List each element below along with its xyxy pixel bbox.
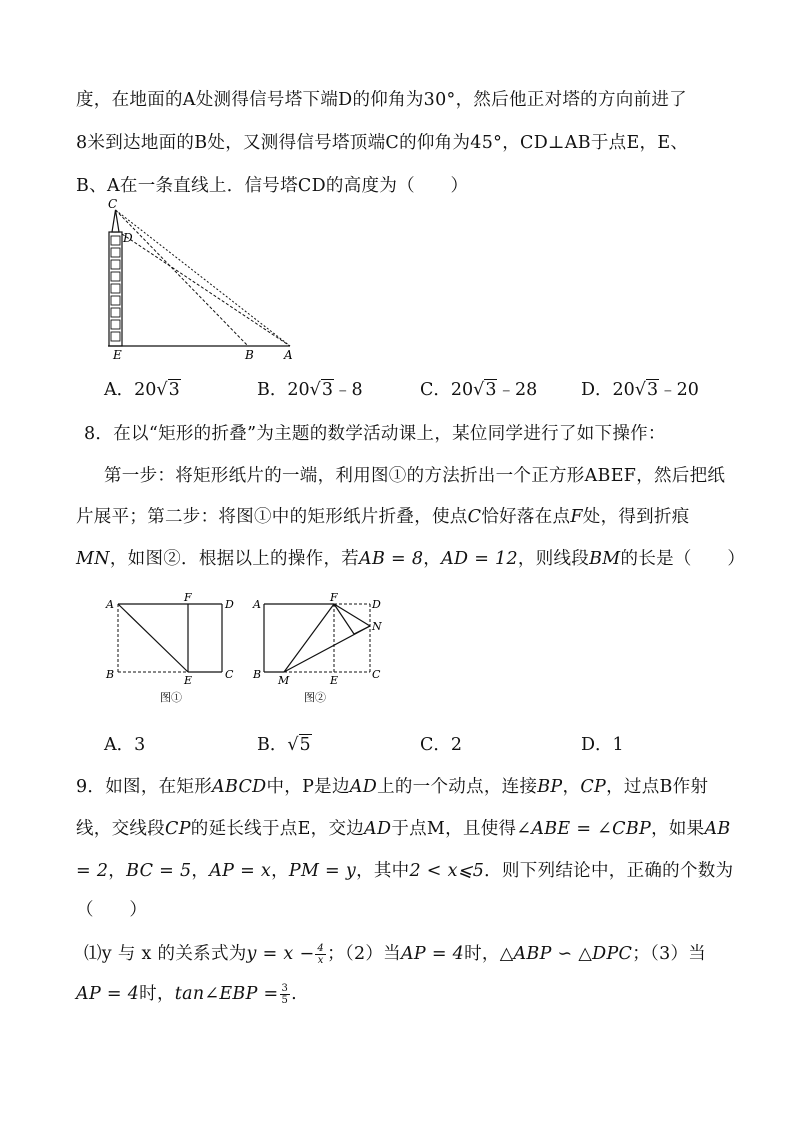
q7-option-a[interactable]: A．20√3 [104, 380, 180, 400]
q7-text-line2: 8米到达地面的B处，又测得信号塔顶端C的仰角为45°，CD⊥AB于点E，E、 [76, 133, 689, 153]
svg-text:E: E [184, 674, 193, 687]
svg-text:图①: 图① [160, 691, 182, 704]
q7-option-b[interactable]: B．20√3﹣8 [257, 380, 363, 400]
svg-text:C: C [225, 668, 234, 681]
q8-option-c[interactable]: C．2 [420, 735, 463, 755]
q7-label-A: A [284, 348, 293, 362]
q8-text-line4: MN，如图②．根据以上的操作，若AB = 8，AD = 12，则线段BM的长是（ ） [76, 549, 746, 569]
q7-text-line1: 度，在地面的A处测得信号塔下端D的仰角为30°，然后他正对塔的方向前进了 [76, 90, 687, 110]
q7-label-B: B [245, 348, 254, 362]
q8-figure-2 [250, 590, 400, 705]
q9-text-line3: = 2，BC = 5，AP = x，PM = y，其中2 < x⩽5．则下列结论中，正确的个数为 [76, 861, 734, 881]
svg-text:F: F [330, 591, 338, 604]
svg-text:N: N [372, 620, 382, 633]
q8-text-line1: 8．在以“矩形的折叠”为主题的数学活动课上，某位同学进行了如下操作： [84, 424, 666, 444]
q8-text-line3: 片展平；第二步：将图①中的矩形纸片折叠，使点C恰好落在点F处，得到折痕 [76, 507, 690, 527]
q9-text-line4: （ ） [76, 900, 148, 920]
q8-option-d[interactable]: D．1 [581, 735, 624, 755]
q9-text-line5: ⑴y 与 x 的关系式为y = x − $\frac{4}{x}$ ；（2）当AP = 4时，△ABP ∽ △DPC；（3）当 [84, 943, 707, 966]
q7-option-c[interactable]: C．20√3﹣28 [420, 380, 538, 400]
svg-text:M: M [278, 674, 290, 687]
q7-label-D: D [123, 231, 133, 245]
svg-text:B: B [253, 668, 262, 681]
svg-text:D: D [372, 598, 381, 611]
q7-label-E: E [113, 348, 122, 362]
q9-text-line6: AP = 4时，tan∠EBP = $\frac{3}{5}$ . [76, 983, 298, 1006]
q8-option-a[interactable]: A．3 [104, 735, 146, 755]
svg-text:C: C [372, 668, 381, 681]
svg-text:F: F [184, 591, 192, 604]
svg-text:A: A [253, 598, 261, 611]
q8-text-line2: 第一步：将矩形纸片的一端，利用图①的方法折出一个正方形ABEF，然后把纸 [104, 466, 726, 486]
q7-option-d[interactable]: D．20√3﹣20 [581, 380, 699, 400]
svg-text:B: B [106, 668, 115, 681]
q8-option-b[interactable]: B．√5 [257, 735, 311, 755]
q9-text-line2: 线，交线段CP的延长线于点E，交边AD于点M，且使得∠ABE = ∠CBP，如果AB [76, 819, 731, 839]
svg-text:图②: 图② [304, 691, 326, 704]
svg-text:D: D [225, 598, 234, 611]
q7-signal-tower-figure [100, 198, 310, 363]
q7-text-line3: B、A在一条直线上．信号塔CD的高度为（ ） [76, 176, 469, 196]
q7-label-C: C [108, 198, 118, 211]
svg-text:E: E [330, 674, 339, 687]
svg-text:A: A [106, 598, 114, 611]
q9-text-line1: 9．如图，在矩形ABCD中，P是边AD上的一个动点，连接BP，CP，过点B作射 [76, 777, 709, 797]
q8-figure-1 [100, 590, 250, 705]
